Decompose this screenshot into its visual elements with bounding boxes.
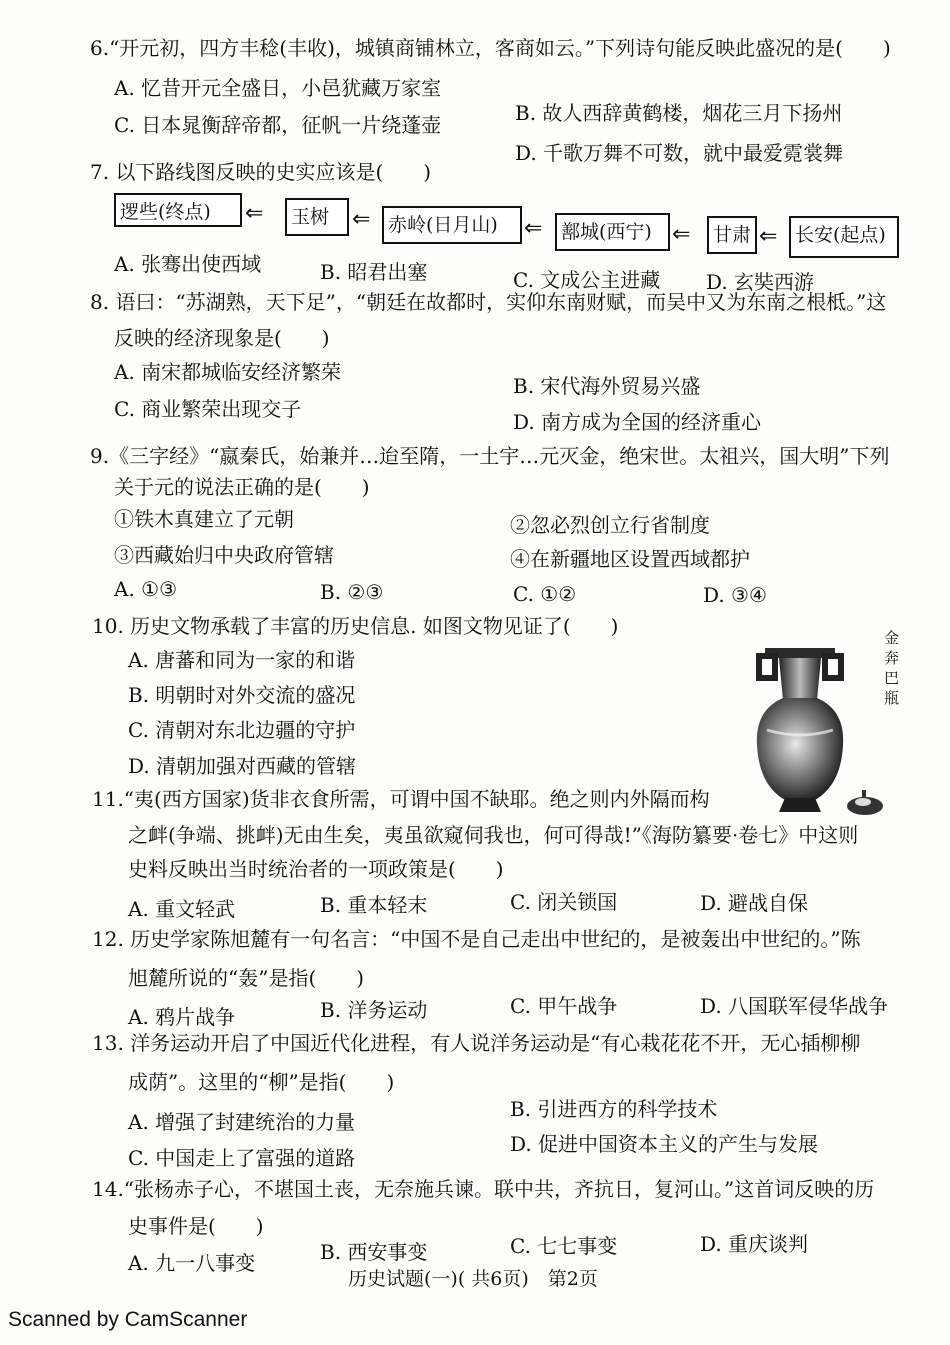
q8-option-b: B. 宋代海外贸易兴盛 (513, 374, 701, 398)
page-footer: 历史试题(一)( 共6页) 第2页 (348, 1268, 598, 1290)
q14-option-a: A. 九一八事变 (128, 1251, 256, 1275)
q13-option-b: B. 引进西方的科学技术 (510, 1097, 718, 1121)
q13-stem-line1: 13. 洋务运动开启了中国近代化进程，有人说洋务运动是“有心栽花花不开，无心插柳柳 (92, 1031, 861, 1055)
route-node-end: 逻些(终点) (114, 193, 242, 227)
q14-option-c: C. 七七事变 (510, 1234, 618, 1258)
q8-option-d: D. 南方成为全国的经济重心 (513, 410, 762, 434)
q13-option-c: C. 中国走上了富强的道路 (128, 1146, 356, 1170)
q11-stem-line1: 11.“夷(西方国家)货非衣食所需，可谓中国不缺耶。绝之则内外隔而构 (92, 787, 710, 811)
q6-option-c: C. 日本晁衡辞帝都，征帆一片绕蓬壶 (114, 113, 442, 137)
q12-option-b: B. 洋务运动 (320, 998, 428, 1022)
q7-option-b: B. 昭君出塞 (320, 260, 428, 284)
q14-option-d: D. 重庆谈判 (700, 1232, 809, 1256)
q9-stem-line1: 9.《三字经》“嬴秦氏，始兼并…迨至隋，一土宇…元灭金，绝宋世。太祖兴，国大明”下列 (90, 444, 890, 468)
route-arrow-icon: ⇐ (759, 224, 778, 249)
route-node-gansu: 甘肃 (707, 216, 757, 254)
route-arrow-icon: ⇐ (524, 216, 543, 241)
q9-option-c: C. ①② (513, 582, 577, 606)
q14-stem-line1: 14.“张杨赤子心，不堪国土丧，无奈施兵谏。联中共，齐抗日，复河山。”这首词反映的历 (92, 1177, 875, 1201)
q9-option-a: A. ①③ (114, 577, 178, 601)
scanner-watermark: Scanned by CamScanner (8, 1308, 248, 1331)
q13-stem-line2: 成荫”。这里的“柳”是指( ) (128, 1070, 395, 1094)
q8-stem-line1: 8. 语曰：“苏湖熟，天下足”，“朝廷在故都时，实仰东南财赋，而吴中又为东南之根柢。”这 (90, 290, 887, 314)
golden-vase-image (745, 640, 895, 820)
q12-stem-line1: 12. 历史学家陈旭麓有一句名言：“中国不是自己走出中世纪的，是被轰出中世纪的。”陈 (92, 927, 861, 951)
q14-option-b: B. 西安事变 (320, 1240, 428, 1264)
q10-option-c: C. 清朝对东北边疆的守护 (128, 718, 356, 742)
route-node-shancheng: 鄯城(西宁) (555, 213, 670, 251)
route-node-chiling: 赤岭(日月山) (382, 206, 522, 244)
q13-option-a: A. 增强了封建统治的力量 (128, 1110, 356, 1134)
q6-stem: 6.“开元初，四方丰稔(丰收)，城镇商铺林立，客商如云。”下列诗句能反映此盛况的是( ) (90, 36, 891, 60)
q11-stem-line2: 之衅(争端、挑衅)无由生矣，夷虽欲窥伺我也，何可得哉!”《海防纂要·卷七》中这则 (128, 823, 859, 847)
q10-option-a: A. 唐蕃和同为一家的和谐 (128, 648, 356, 672)
q10-option-d: D. 清朝加强对西藏的管辖 (128, 754, 357, 778)
q9-option-d: D. ③④ (703, 583, 767, 607)
q12-stem-line2: 旭麓所说的“轰”是指( ) (128, 966, 365, 990)
q9-stem-line2: 关于元的说法正确的是( ) (114, 475, 370, 499)
q7-option-d: D. 玄奘西游 (706, 270, 815, 294)
q11-option-c: C. 闭关锁国 (510, 890, 618, 914)
q7-stem: 7. 以下路线图反映的史实应该是( ) (90, 160, 432, 184)
route-node-yushu: 玉树 (285, 198, 349, 236)
q8-stem-line2: 反映的经济现象是( ) (114, 326, 330, 350)
route-arrow-icon: ⇐ (672, 222, 691, 247)
q7-option-a: A. 张骞出使西域 (114, 252, 262, 276)
q12-option-a: A. 鸦片战争 (128, 1005, 236, 1029)
q12-option-c: C. 甲午战争 (510, 994, 618, 1018)
q8-option-c: C. 商业繁荣出现交子 (114, 397, 302, 421)
q6-option-b: B. 故人西辞黄鹤楼，烟花三月下扬州 (515, 101, 843, 125)
q10-option-b: B. 明朝时对外交流的盛况 (128, 683, 356, 707)
q8-option-a: A. 南宋都城临安经济繁荣 (114, 360, 342, 384)
q11-option-a: A. 重文轻武 (128, 897, 236, 921)
route-arrow-icon: ⇐ (245, 201, 264, 226)
q10-stem: 10. 历史文物承载了丰富的历史信息. 如图文物见证了( ) (92, 614, 619, 638)
q9-item-2: ②忽必烈创立行省制度 (510, 513, 710, 537)
q11-stem-line3: 史料反映出当时统治者的一项政策是( ) (128, 857, 504, 881)
route-arrow-icon: ⇐ (352, 207, 371, 232)
q11-option-d: D. 避战自保 (700, 891, 809, 915)
q6-option-a: A. 忆昔开元全盛日，小邑犹藏万家室 (114, 76, 442, 100)
q9-item-4: ④在新疆地区设置西域都护 (510, 547, 750, 571)
q9-option-b: B. ②③ (320, 580, 384, 604)
q11-option-b: B. 重本轻末 (320, 893, 428, 917)
q13-option-d: D. 促进中国资本主义的产生与发展 (510, 1132, 819, 1156)
route-node-start: 长安(起点) (789, 216, 899, 258)
q6-option-d: D. 千歌万舞不可数，就中最爱霓裳舞 (515, 141, 844, 165)
vase-caption: 金奔巴瓶 (884, 629, 900, 707)
q12-option-d: D. 八国联军侵华战争 (700, 994, 889, 1018)
q9-item-3: ③西藏始归中央政府管辖 (114, 543, 334, 567)
q7-option-c: C. 文成公主进藏 (513, 268, 661, 292)
q14-stem-line2: 史事件是( ) (128, 1214, 264, 1238)
q9-item-1: ①铁木真建立了元朝 (114, 507, 294, 531)
